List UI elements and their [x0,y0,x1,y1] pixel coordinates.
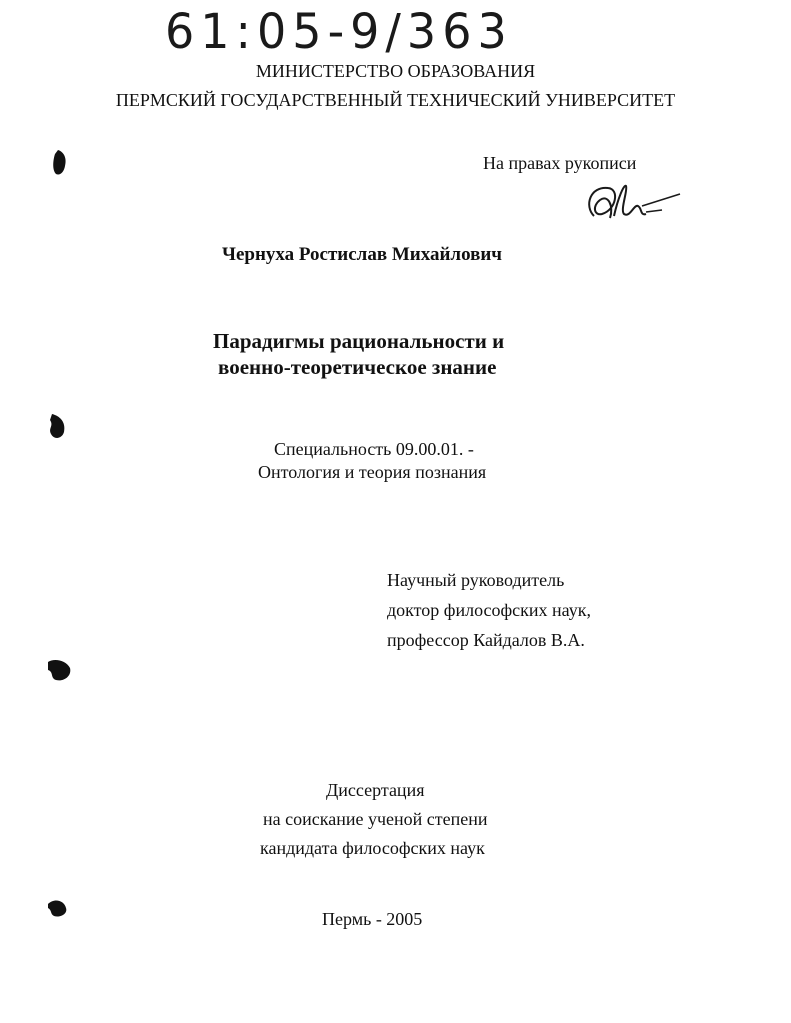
specialty-name: Онтология и теория познания [258,462,487,482]
specialty-code: Специальность 09.00.01. - [274,439,474,459]
author-name: Чернуха Ростислав Михайлович [222,244,503,265]
scan-hole-mark [50,148,70,178]
scan-hole-mark [44,896,70,922]
advisor-name: профессор Кайдалов В.А. [387,630,585,650]
ministry-heading: МИНИСТЕРСТВО ОБРАЗОВАНИЯ [255,61,536,81]
scan-hole-mark [44,656,74,686]
university-heading: ПЕРМСКИЙ ГОСУДАРСТВЕННЫЙ ТЕХНИЧЕСКИЙ УНИВЕРСИТЕТ [115,90,676,110]
city-year: Пермь - 2005 [322,909,423,929]
degree-purpose: на соискание ученой степени [263,809,488,829]
dissertation-title-line1: Парадигмы рациональности и [213,329,505,353]
advisor-degree: доктор философских наук, [387,600,591,620]
degree-name: кандидата философских наук [260,838,485,858]
manuscript-note: На правах рукописи [483,153,637,173]
handwritten-archive-code: 61:05-9/363 [165,2,513,60]
advisor-role: Научный руководитель [387,570,565,590]
scan-hole-mark [46,412,70,442]
document-type: Диссертация [326,780,425,800]
dissertation-title-line2: военно-теоретическое знание [218,355,497,379]
signature-icon [580,176,690,228]
